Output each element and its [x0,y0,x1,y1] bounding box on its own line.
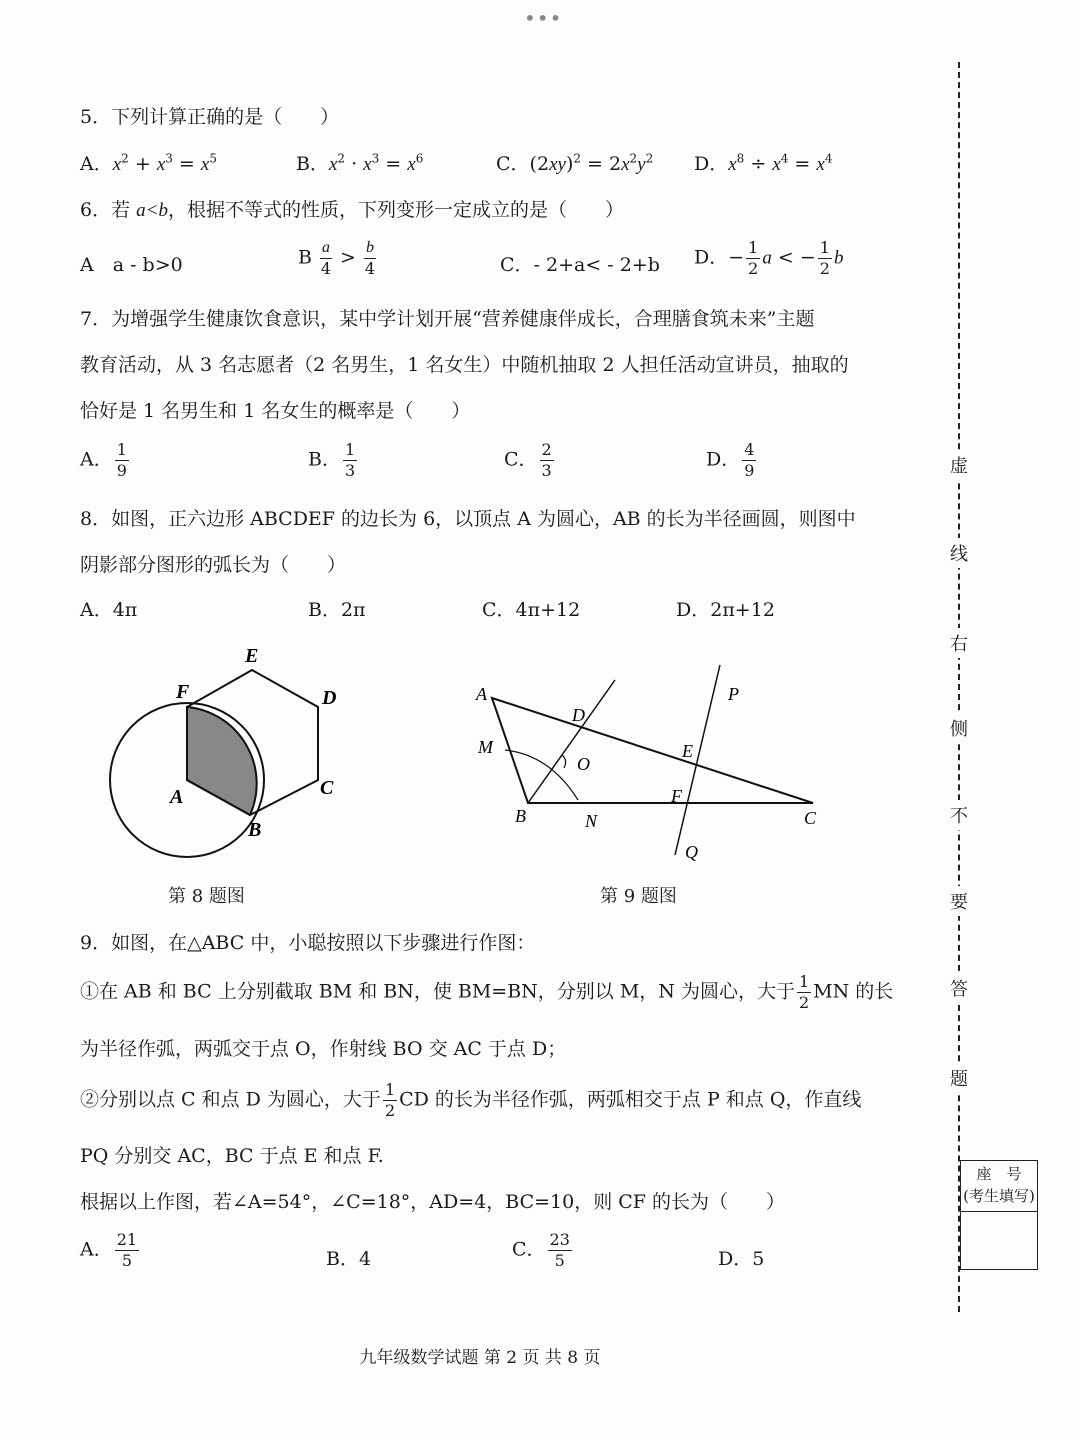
label-c: C [320,777,334,799]
label-e: E [245,645,259,667]
q7-line-2: 教育活动，从 3 名志愿者（2 名男生，1 名女生）中随机抽取 2 人担任活动宣讲员，抽取的 [80,354,849,376]
q5-option-a[interactable]: A．$x^2 + x^3 = x^5$ [80,151,217,175]
q9-stem: 9．如图，在△ABC 中，小聪按照以下步骤进行作图： [80,932,536,954]
margin-note-char: 要 [950,886,968,916]
margin-note-char: 答 [950,973,968,1003]
q7-line-3: 恰好是 1 名男生和 1 名女生的概率是（ ） [80,400,471,422]
more-menu-icon[interactable]: ••• [524,6,563,30]
q9-option-d[interactable]: D．5 [718,1248,765,1270]
figure-8-caption: 第 8 题图 [168,886,245,907]
svg-text:M: M [478,737,493,757]
q9-step-2-cont: PQ 分别交 AC，BC 于点 E 和点 F. [80,1145,384,1167]
figure-9-caption: 第 9 题图 [600,886,677,907]
q9-step-2: ②分别以点 C 和点 D 为圆心，大于 $\frac{1}{2}$ CD 的长为半径作弧，两弧相交于点 P 和点 Q，作直线 [80,1080,862,1120]
svg-text:C: C [804,808,817,828]
q6-option-c[interactable]: C．- 2+a< - 2+b [500,254,660,276]
label-d: D [322,687,337,709]
q6-option-a[interactable]: A a - b>0 [80,254,183,276]
label-a: A [170,786,184,808]
q7-option-c[interactable]: C． $\frac{2}{3}$ [504,440,552,480]
q7-option-d[interactable]: D． $\frac{4}{9}$ [706,440,755,480]
margin-note-char: 不 [950,800,968,830]
svg-text:F: F [671,786,682,806]
q6-option-d[interactable]: D．− $\frac{1}{2}$ a < − $\frac{1}{2}$ b [694,238,844,278]
figure-9-triangle [470,660,850,870]
q5-option-d[interactable]: D．$x^8 \div x^4 = x^4$ [694,151,833,175]
q6-stem: 6．若 a<b，根据不等式的性质，下列变形一定成立的是（ ） [80,199,624,221]
svg-text:E: E [682,741,693,761]
q7-option-a[interactable]: A． $\frac{1}{9}$ [80,440,127,480]
q8-line-1: 8．如图，正六边形 ABCDEF 的边长为 6，以顶点 A 为圆心，AB 的长为半径画圆，则图中 [80,508,856,530]
svg-text:A: A [476,684,487,704]
seat-number-box[interactable] [960,1160,1038,1270]
seat-subtitle: (考生填写) [963,1187,1035,1205]
q5-option-c[interactable]: C．$(2xy)^2 = 2x^2y^2$ [496,151,654,175]
dashed-cut-line [958,62,960,1312]
svg-text:Q: Q [685,842,698,862]
figure-8-hexagon-circle [100,640,360,870]
margin-note-char: 题 [950,1063,968,1093]
page-footer: 九年级数学试题 第 2 页 共 8 页 [359,1348,601,1368]
svg-text:P: P [728,684,739,704]
q9-step-1: ①在 AB 和 BC 上分别截取 BM 和 BN，使 BM=BN，分别以 M，N 为圆心，大于 $\frac{1}{2}$ MN 的长 [80,972,894,1012]
svg-text:N: N [585,811,598,831]
q9-option-c[interactable]: C． $\frac{23}{5}$ [512,1230,570,1270]
svg-text:B: B [515,806,526,826]
q8-option-c[interactable]: C．4π+12 [482,599,581,621]
margin-note-char: 右 [950,628,968,658]
q8-option-b[interactable]: B．2π [308,599,366,621]
q7-option-b[interactable]: B． $\frac{1}{3}$ [308,440,356,480]
seat-title: 座 号 [976,1165,1022,1183]
q8-option-d[interactable]: D．2π+12 [676,599,775,621]
q9-option-a[interactable]: A． $\frac{21}{5}$ [80,1230,138,1270]
q9-step-1-cont: 为半径作弧，两弧交于点 O，作射线 BO 交 AC 于点 D； [80,1038,567,1060]
q5-option-b[interactable]: B．$x^2 \cdot x^3 = x^6$ [296,151,424,175]
q5-stem: 5．下列计算正确的是（ ） [80,106,340,128]
q7-line-1: 7．为增强学生健康饮食意识，某中学计划开展“营养健康伴成长，合理膳食筑未来”主题 [80,308,815,330]
svg-text:O: O [577,754,590,774]
svg-text:D: D [572,705,585,725]
margin-note-char: 虚 [950,450,968,480]
margin-note-char: 侧 [950,713,968,743]
margin-note-char: 线 [950,538,968,568]
label-b: B [248,819,262,841]
label-f: F [176,681,190,703]
q8-option-a[interactable]: A．4π [80,599,138,621]
q9-question: 根据以上作图，若∠A=54°，∠C=18°，AD=4，BC=10，则 CF 的长为（ ） [80,1191,786,1213]
q9-option-b[interactable]: B．4 [326,1248,372,1270]
q8-line-2: 阴影部分图形的弧长为（ ） [80,554,347,576]
q6-option-b[interactable]: B $\frac{a}{4}$ > $\frac{b}{4}$ [298,239,376,278]
